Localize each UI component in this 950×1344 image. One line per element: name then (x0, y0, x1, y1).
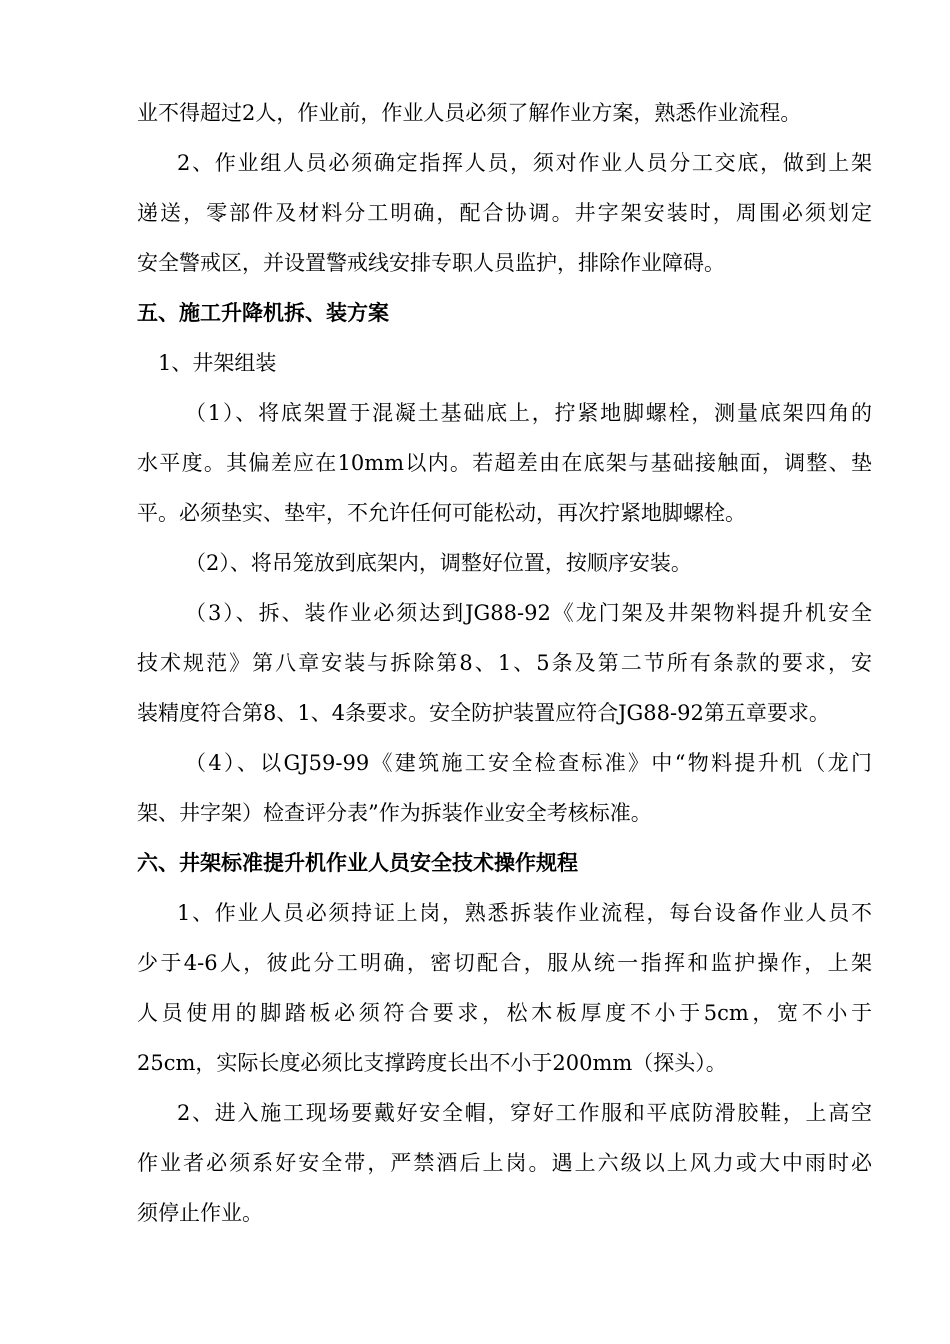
text-line: 平。必须垫实、垫牢，不允许任何可能松动，再次拧紧地脚螺栓。 (137, 501, 746, 525)
text-line: 架、井字架）检查评分表”作为拆装作业安全考核标准。 (137, 801, 652, 825)
section-heading: 六、井架标准提升机作业人员安全技术操作规程 (137, 851, 578, 875)
text-line: 1、作业人员必须持证上岗，熟悉拆装作业流程，每台设备作业人员不 (177, 901, 872, 925)
text-line: 人员使用的脚踏板必须符合要求，松木板厚度不小于5cm，宽不小于 (137, 1001, 872, 1025)
text-line: （3）、拆、装作业必须达到JG88-92《龙门架及井架物料提升机安全 (185, 601, 872, 625)
text-line: （4）、以GJ59-99《建筑施工安全检查标准》中“物料提升机（龙门 (185, 751, 872, 775)
section-heading: 五、施工升降机拆、装方案 (137, 301, 389, 325)
text-line: 水平度。其偏差应在10mm以内。若超差由在底架与基础接触面，调整、垫 (137, 451, 872, 475)
text-line: 2、进入施工现场要戴好安全帽，穿好工作服和平底防滑胶鞋，上高空 (177, 1101, 872, 1125)
text-line: 25cm，实际长度必须比支撑跨度长出不小于200mm（探头）。 (137, 1051, 727, 1075)
subsection-heading: 1、井架组装 (158, 351, 277, 375)
text-line: 递送，零部件及材料分工明确，配合协调。井字架安装时，周围必须划定 (137, 201, 872, 225)
text-line: 业不得超过2人，作业前，作业人员必须了解作业方案，熟悉作业流程。 (137, 101, 802, 125)
text-line: 作业者必须系好安全带，严禁酒后上岗。遇上六级以上风力或大中雨时必 (137, 1151, 872, 1175)
text-line: 少于4-6人，彼此分工明确，密切配合，服从统一指挥和监护操作，上架 (137, 951, 872, 975)
text-line: 须停止作业。 (137, 1201, 263, 1225)
text-line: 安全警戒区，并设置警戒线安排专职人员监护，排除作业障碍。 (137, 251, 725, 275)
text-line: 2、作业组人员必须确定指挥人员，须对作业人员分工交底，做到上架 (177, 151, 872, 175)
text-line: 装精度符合第8、1、4条要求。安全防护装置应符合JG88-92第五章要求。 (137, 701, 830, 725)
text-line: （2）、将吊笼放到底架内，调整好位置，按顺序安装。 (185, 551, 692, 575)
text-line: 技术规范》第八章安装与拆除第8、1、5条及第二节所有条款的要求，安 (137, 651, 872, 675)
text-line: （1）、将底架置于混凝土基础底上，拧紧地脚螺栓，测量底架四角的 (185, 401, 872, 425)
